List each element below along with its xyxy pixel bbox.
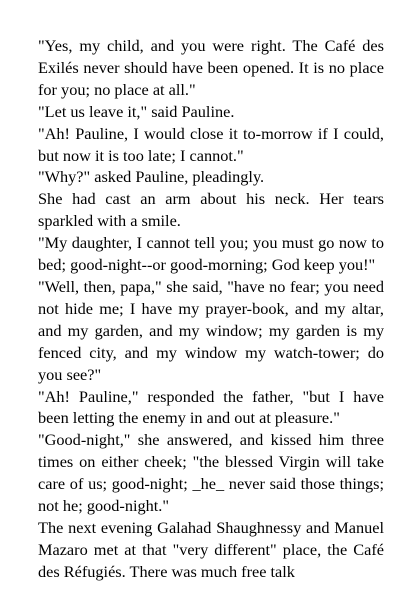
paragraph: "Ah! Pauline, I would close it to-morrow if I could, but now it is too late; I cannot." bbox=[38, 123, 384, 165]
paragraph: "Yes, my child, and you were right. The Café des Exilés never should have been opened. It is no place for you; no place at all." bbox=[38, 36, 384, 99]
paragraph: "Why?" asked Pauline, pleadingly. bbox=[38, 167, 265, 187]
paragraph: "My daughter, I cannot tell you; you must go now to bed; good-night--or good-morning; God keep you!" bbox=[38, 233, 384, 275]
book-page-text bbox=[38, 35, 384, 583]
paragraph: "Let us leave it," said Pauline. bbox=[38, 101, 235, 121]
paragraph: "Ah! Pauline," responded the father, "but I have been letting the enemy in and out at pleasure." bbox=[38, 386, 384, 428]
paragraph: "Good-night," she answered, and kissed him three times on either cheek; "the blessed Virgin will take care of us; good-night; _he_ never said those things; not he; good-night." bbox=[38, 430, 384, 516]
paragraph: The next evening Galahad Shaughnessy and Manuel Mazaro met at that "very different" place, the Café des Réfugiés. There was much free talk bbox=[38, 517, 384, 581]
paragraph: "Well, then, papa," she said, "have no fear; you need not hide me; I have my prayer-book, and my altar, and my garden, and my window; my garden is my fenced city, and my window my watch-tower; do you see?" bbox=[38, 276, 384, 384]
paragraph: She had cast an arm about his neck. Her tears sparkled with a smile. bbox=[38, 189, 384, 231]
